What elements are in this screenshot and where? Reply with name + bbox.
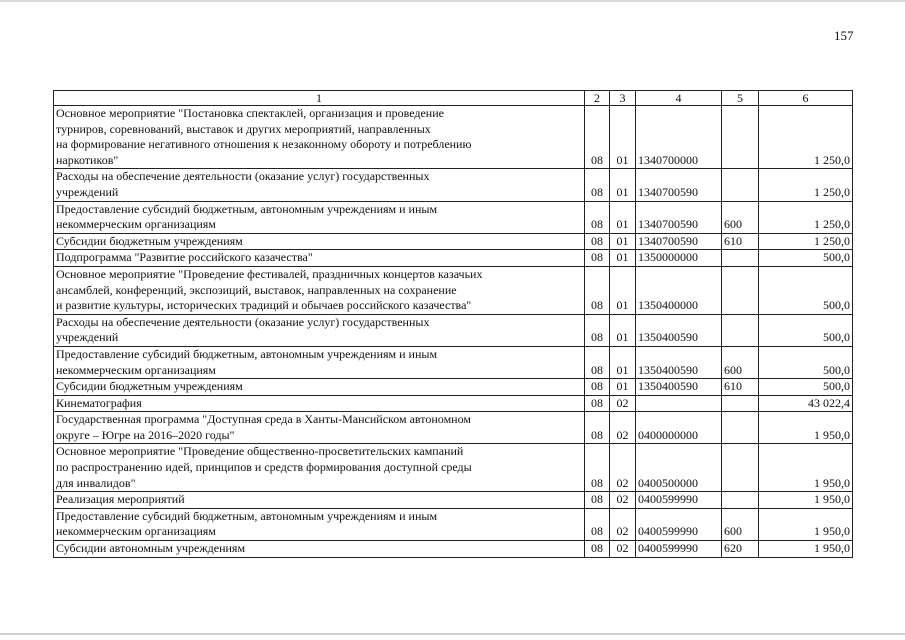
row-amount: 1 250,0	[759, 201, 853, 233]
row-name: Предоставление субсидий бюджетным, автономным учреждениям и иным некоммерческим организациям	[54, 201, 585, 233]
row-name: Реализация мероприятий	[54, 492, 585, 509]
table-row	[54, 169, 853, 201]
row-name: Предоставление субсидий бюджетным, автономным учреждениям и иным некоммерческим организациям	[54, 508, 585, 540]
table-row	[54, 541, 853, 558]
row-section: 08	[585, 492, 610, 509]
row-target-article: 1340700590	[636, 169, 722, 201]
table-row	[54, 314, 853, 346]
table-row	[54, 508, 853, 540]
row-target-article: 1350000000	[636, 250, 722, 267]
row-section: 08	[585, 541, 610, 558]
row-target-article: 0400599990	[636, 541, 722, 558]
row-expense-type	[722, 169, 759, 201]
row-amount: 1 950,0	[759, 444, 853, 492]
row-section: 08	[585, 250, 610, 267]
row-subsection: 01	[610, 250, 636, 267]
row-subsection: 02	[610, 541, 636, 558]
row-target-article: 1340700000	[636, 106, 722, 169]
row-amount: 1 950,0	[759, 412, 853, 444]
row-amount: 500,0	[759, 379, 853, 396]
budget-table	[53, 90, 853, 558]
row-target-article: 1350400590	[636, 379, 722, 396]
row-name: Расходы на обеспечение деятельности (оказание услуг) государственных учреждений	[54, 314, 585, 346]
scan-bottom-edge	[0, 633, 905, 635]
row-expense-type: 610	[722, 233, 759, 250]
row-name: Основное мероприятие "Постановка спектаклей, организация и проведение турниров, соревнований, выставок и других мероприятий, направленных на формирование негативного отношения к незаконному обороту и потреблению наркотиков"	[54, 106, 585, 169]
row-name: Кинематография	[54, 395, 585, 412]
row-amount: 1 250,0	[759, 233, 853, 250]
header-cell-5: 5	[722, 91, 759, 106]
row-expense-type	[722, 106, 759, 169]
row-amount: 1 950,0	[759, 541, 853, 558]
table-row	[54, 395, 853, 412]
row-subsection: 01	[610, 233, 636, 250]
row-expense-type	[722, 395, 759, 412]
row-expense-type: 620	[722, 541, 759, 558]
row-section: 08	[585, 395, 610, 412]
row-expense-type	[722, 444, 759, 492]
row-section: 08	[585, 346, 610, 378]
row-section: 08	[585, 106, 610, 169]
row-subsection: 02	[610, 492, 636, 509]
row-section: 08	[585, 444, 610, 492]
row-expense-type	[722, 492, 759, 509]
row-section: 08	[585, 508, 610, 540]
table-row	[54, 379, 853, 396]
row-target-article: 1350400590	[636, 314, 722, 346]
row-name: Основное мероприятие "Проведение фестивалей, праздничных концертов казачьих ансамблей, конференций, экспозиций, выставок, направленных на сохранение и развитие культуры, исторических традиций и обычаев российского казачества"	[54, 266, 585, 314]
row-amount: 1 950,0	[759, 492, 853, 509]
row-name: Предоставление субсидий бюджетным, автономным учреждениям и иным некоммерческим организациям	[54, 346, 585, 378]
table-row	[54, 444, 853, 492]
row-name: Государственная программа "Доступная среда в Ханты-Мансийском автономном округе – Югре на 2016–2020 годы"	[54, 412, 585, 444]
row-amount: 500,0	[759, 250, 853, 267]
row-name: Субсидии бюджетным учреждениям	[54, 379, 585, 396]
row-section: 08	[585, 233, 610, 250]
row-expense-type	[722, 250, 759, 267]
row-section: 08	[585, 169, 610, 201]
table-row	[54, 492, 853, 509]
row-amount: 1 250,0	[759, 169, 853, 201]
row-name: Расходы на обеспечение деятельности (оказание услуг) государственных учреждений	[54, 169, 585, 201]
row-section: 08	[585, 412, 610, 444]
row-section: 08	[585, 201, 610, 233]
row-amount: 1 950,0	[759, 508, 853, 540]
row-subsection: 01	[610, 169, 636, 201]
header-cell-6: 6	[759, 91, 853, 106]
row-subsection: 01	[610, 346, 636, 378]
table-row	[54, 346, 853, 378]
table-row	[54, 201, 853, 233]
header-cell-2: 2	[585, 91, 610, 106]
row-amount: 43 022,4	[759, 395, 853, 412]
row-amount: 1 250,0	[759, 106, 853, 169]
row-amount: 500,0	[759, 346, 853, 378]
header-cell-3: 3	[610, 91, 636, 106]
row-expense-type	[722, 266, 759, 314]
row-target-article: 0400599990	[636, 492, 722, 509]
row-subsection: 01	[610, 314, 636, 346]
header-cell-4: 4	[636, 91, 722, 106]
row-section: 08	[585, 314, 610, 346]
page-number: 157	[834, 28, 854, 43]
row-target-article: 1350400590	[636, 346, 722, 378]
row-target-article: 1340700590	[636, 201, 722, 233]
row-subsection: 02	[610, 412, 636, 444]
row-expense-type: 600	[722, 201, 759, 233]
row-subsection: 02	[610, 508, 636, 540]
table-row	[54, 412, 853, 444]
row-amount: 500,0	[759, 314, 853, 346]
row-target-article: 1340700590	[636, 233, 722, 250]
row-subsection: 01	[610, 266, 636, 314]
table-row	[54, 233, 853, 250]
row-target-article: 1350400000	[636, 266, 722, 314]
row-expense-type	[722, 314, 759, 346]
table-row	[54, 106, 853, 169]
row-subsection: 01	[610, 106, 636, 169]
header-cell-1: 1	[54, 91, 585, 106]
row-expense-type: 600	[722, 508, 759, 540]
row-subsection: 02	[610, 444, 636, 492]
row-subsection: 02	[610, 395, 636, 412]
row-expense-type: 610	[722, 379, 759, 396]
row-name: Субсидии бюджетным учреждениям	[54, 233, 585, 250]
row-expense-type	[722, 412, 759, 444]
row-name: Подпрограмма "Развитие российского казачества"	[54, 250, 585, 267]
table-row	[54, 250, 853, 267]
row-subsection: 01	[610, 379, 636, 396]
row-section: 08	[585, 379, 610, 396]
table-row	[54, 266, 853, 314]
row-expense-type: 600	[722, 346, 759, 378]
scan-top-edge	[0, 0, 905, 2]
row-target-article: 0400599990	[636, 508, 722, 540]
row-target-article: 0400000000	[636, 412, 722, 444]
table-header-row	[54, 91, 853, 106]
row-name: Основное мероприятие "Проведение общественно-просветительских кампаний по распространению идей, принципов и средств формирования доступной среды для инвалидов"	[54, 444, 585, 492]
row-target-article	[636, 395, 722, 412]
row-section: 08	[585, 266, 610, 314]
row-target-article: 0400500000	[636, 444, 722, 492]
row-name: Субсидии автономным учреждениям	[54, 541, 585, 558]
row-subsection: 01	[610, 201, 636, 233]
row-amount: 500,0	[759, 266, 853, 314]
